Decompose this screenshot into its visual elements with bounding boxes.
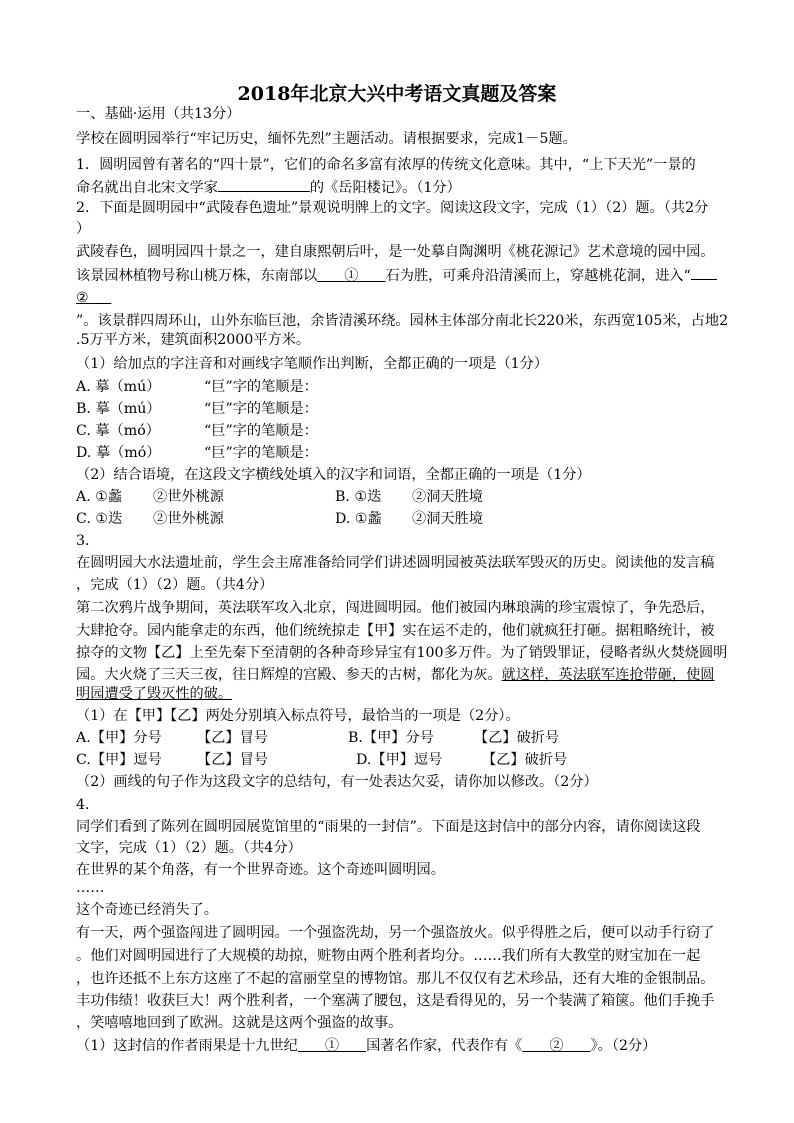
q4-line: 同学们看到了陈列在圆明园展览馆里的“雨果的一封信”。下面是这封信中的部分内容，请你阅读这段 xyxy=(76,819,701,835)
question-text: （1）这封信的作者雨果是十九世纪 xyxy=(76,1038,298,1054)
option-label: C.【甲】逗号 xyxy=(76,752,162,768)
q4-passage: ，笑嘻嘻地回到了欧洲。这就是这两个强盗的故事。 xyxy=(76,1015,403,1031)
option-text: 【乙】破折号 xyxy=(474,730,560,746)
q3-subquestion: （1）在【甲】【乙】两处分别填入标点符号，最恰当的一项是（2分）。 xyxy=(76,708,520,724)
option-label: A. ①蠡 xyxy=(76,489,123,505)
q4-number: 4． xyxy=(76,797,100,813)
option-label: D.【甲】逗号 xyxy=(356,752,443,768)
q4-passage: …… xyxy=(76,880,105,896)
passage-text: 该景园林植物号称山桃万株，东南部以 xyxy=(76,268,318,284)
q3-passage: 第二次鸦片战争期间，英法联军攻入北京，闯进圆明园。他们被园内琳琅满的珍宝震惊了，争先恐后， xyxy=(76,600,715,616)
q2-subquestion: （2）结合语境，在这段文字横线处填入的汉字和词语，全都正确的一项是（1分） xyxy=(76,467,591,483)
option-label: D. 摹（mó） xyxy=(76,445,161,461)
fill-blank-2 xyxy=(522,1038,590,1054)
q2-passage: .5万平方米，建筑面积2000平方米。 xyxy=(76,332,311,348)
blank-label: ① xyxy=(344,268,359,284)
underlined-sentence: 明园遭受了毁灭性的破。 xyxy=(76,686,233,702)
fill-blank xyxy=(218,177,310,192)
q3-line: 在圆明园大水法遗址前，学生会主席准备给同学们讲述圆明园被英法联军毁灭的历史。阅读他的发言稿 xyxy=(76,555,715,571)
question-text: 》。（2分） xyxy=(590,1038,657,1054)
q1-line: 1．圆明园曾有著名的“四十景”，它们的命名多富有浓厚的传统文化意味。其中，“上下天光”一景的 xyxy=(76,157,696,173)
passage-text: 园。大火烧了三天三夜，往日辉煌的宫殿、参天的古树，都化为灰。 xyxy=(76,667,502,683)
question-text: 国著名作家，代表作有《 xyxy=(366,1038,523,1054)
option-text: ②洞天胜境 xyxy=(412,511,483,527)
q2-passage: 武陵春色，圆明园四十景之一，建自康熙朝后叶，是一处摹自陶渊明《桃花源记》艺术意境的园中园。 xyxy=(76,244,715,260)
q3-number: 3． xyxy=(76,533,100,549)
q3-passage xyxy=(76,684,232,704)
option-text: “巨”字的笔顺是： xyxy=(204,423,318,439)
q3-passage: 掠夺的文物【乙】上至先秦下至清朝的各种奇珍异宝有100多万件。为了销毁罪证，侵略者纵火焚烧圆明 xyxy=(76,645,728,661)
option-label: C. 摹（mó） xyxy=(76,423,160,439)
option-text: ②洞天胜境 xyxy=(412,489,483,505)
fill-blank-1 xyxy=(298,1038,366,1054)
blank-label: ② xyxy=(76,290,89,306)
option-label: B. ①迭 xyxy=(335,489,382,505)
q4-subquestion xyxy=(76,1036,656,1056)
option-text: 【乙】破折号 xyxy=(482,752,568,768)
q2-subquestion: （1）给加点的字注音和对画线字笔顺作出判断，全都正确的一项是（1分） xyxy=(76,356,549,372)
q3-subquestion: （2）画线的句子作为这段文字的总结句，有一处表达欠妥，请你加以修改。（2分） xyxy=(76,774,598,790)
underlined-sentence: 就这样，英法联军连抢带砸，使圆 xyxy=(501,667,715,683)
q2-line: ） xyxy=(76,221,91,237)
q2-passage: ”。该景群四周环山，山外东临巨池，余皆清溪环绕。园林主体部分南北长220米，东西宽105米，占地2 xyxy=(76,313,729,329)
option-label: B. 摹（mú） xyxy=(76,401,161,417)
q1-text: 命名就出自北宋文学家 xyxy=(76,180,218,196)
q2-passage xyxy=(76,288,111,308)
q2-passage xyxy=(76,265,717,286)
fill-blank-2 xyxy=(76,290,111,306)
q4-line: 文字，完成（1）（2）题。（共4分） xyxy=(76,840,302,856)
option-text: “巨”字的笔顺是： xyxy=(204,379,318,395)
option-text: “巨”字的笔顺是： xyxy=(204,401,318,417)
page-title: 2018年北京大兴中考语文真题及答案 xyxy=(237,83,557,105)
section-heading: 一、基础·运用（共13分） xyxy=(76,106,241,122)
q1-text: 的《岳阳楼记》。（1分） xyxy=(309,180,461,196)
blank-label: ① xyxy=(324,1038,340,1054)
passage-text: 石为胜，可乘舟沿清溪而上，穿越桃花洞，进入“ xyxy=(385,268,691,284)
option-text: 【乙】冒号 xyxy=(197,730,268,746)
option-text: ②世外桃源 xyxy=(153,511,224,527)
q2-line: 2．下面是圆明园中“武陵春色遗址”景观说明牌上的文字。阅读这段文字，完成（1）（2）题。（共2分 xyxy=(76,200,709,216)
q3-passage: 大肆抢夺。园内能拿走的东西，他们统统掠走【甲】实在运不走的，他们就疯狂打砸。据粗略统计，被 xyxy=(76,623,715,639)
q4-passage: ，也许还抵不上东方这座了不起的富丽堂皇的博物馆。那儿不仅仅有艺术珍品，还有大堆的金银制品。 xyxy=(76,971,715,987)
option-label: C. ①迭 xyxy=(76,511,123,527)
fill-blank-1 xyxy=(317,268,385,284)
option-text: “巨”字的笔顺是： xyxy=(204,445,318,461)
q4-passage: 有一天，两个强盗闯进了圆明园。一个强盗洗劫，另一个强盗放火。似乎得胜之后，便可以动手行窃了 xyxy=(76,925,715,941)
q4-passage: 在世界的某个角落，有一个世界奇迹。这个奇迹叫圆明园。 xyxy=(76,862,445,878)
option-label: A. 摹（mú） xyxy=(76,379,161,395)
intro-text: 学校在圆明园举行“牢记历史，缅怀先烈”主题活动。请根据要求，完成1－5题。 xyxy=(76,131,577,147)
q4-passage: 这个奇迹已经消失了。 xyxy=(76,902,218,918)
option-label: D. ①蠡 xyxy=(335,511,382,527)
q4-passage: 。他们对圆明园进行了大规模的劫掠，赃物由两个胜利者均分。……我们所有大教堂的财宝加在一起 xyxy=(76,948,701,964)
q4-passage: 丰功伟绩！收获巨大！两个胜利者，一个塞满了腰包，这是看得见的，另一个装满了箱箧。他们手挽手 xyxy=(76,993,715,1009)
blank-label: ② xyxy=(549,1038,564,1054)
option-label: A.【甲】分号 xyxy=(76,730,162,746)
q1-line xyxy=(76,177,461,198)
option-text: 【乙】冒号 xyxy=(197,752,268,768)
option-text: ②世外桃源 xyxy=(153,489,224,505)
q3-line: ，完成（1）（2）题。（共4分） xyxy=(76,577,274,593)
q3-passage xyxy=(76,665,714,685)
fill-blank xyxy=(691,265,717,280)
option-label: B.【甲】分号 xyxy=(348,730,434,746)
